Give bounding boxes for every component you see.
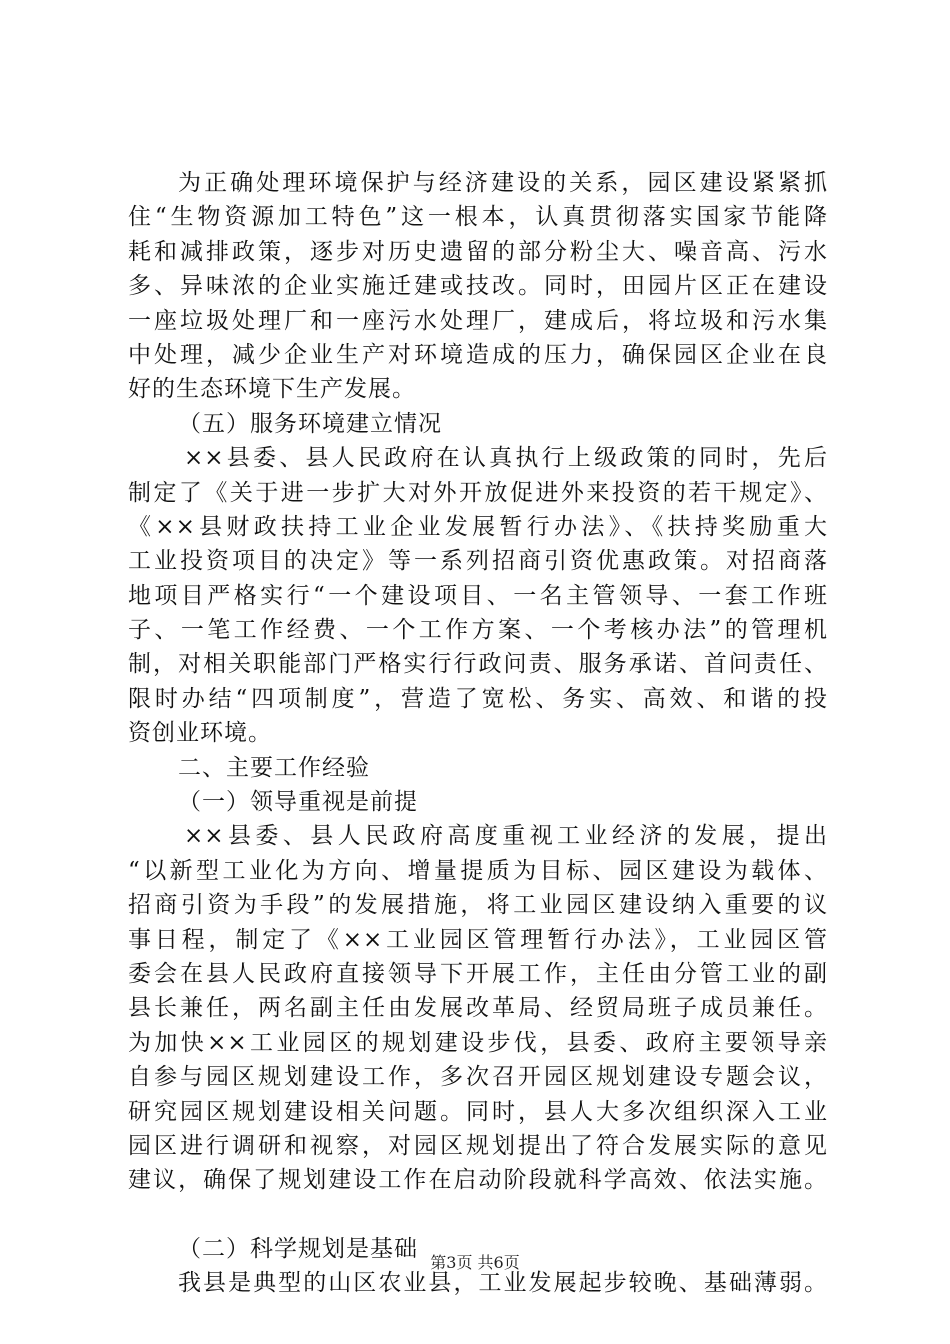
paragraph-line: 县长兼任，两名副主任由发展改革局、经贸局班子成员兼任。 xyxy=(128,995,828,1022)
paragraph-line: 事日程，制定了《××工业园区管理暂行办法》，工业园区管 xyxy=(128,926,828,953)
paragraph-line: 我县是典型的山区农业县，工业发展起步较晚、基础薄弱。 xyxy=(178,1270,828,1297)
paragraph-line: 建议，确保了规划建设工作在启动阶段就科学高效、依法实施。 xyxy=(128,1167,828,1194)
paragraph-line: 多、异味浓的企业实施迁建或技改。同时，田园片区正在建设 xyxy=(128,273,828,300)
subsection-heading: （一）领导重视是前提 xyxy=(178,789,418,816)
page-footer: 第3页 共6页 xyxy=(430,1253,520,1272)
paragraph-line: “以新型工业化为方向、增量提质为目标、园区建设为载体、 xyxy=(128,857,828,884)
paragraph-line: 园区进行调研和视察，对园区规划提出了符合发展实际的意见 xyxy=(128,1132,828,1159)
subsection-heading: （二）科学规划是基础 xyxy=(178,1235,418,1262)
paragraph-line: 自参与园区规划建设工作，多次召开园区规划建设专题会议， xyxy=(128,1064,828,1091)
paragraph-line: 耗和减排政策，逐步对历史遗留的部分粉尘大、噪音高、污水 xyxy=(128,238,828,265)
paragraph-line: 制定了《关于进一步扩大对外开放促进外来投资的若干规定》、 xyxy=(128,479,828,506)
paragraph-line: 研究园区规划建设相关问题。同时，县人大多次组织深入工业 xyxy=(128,1098,828,1125)
paragraph-line: 招商引资为手段”的发展措施，将工业园区建设纳入重要的议 xyxy=(128,892,828,919)
paragraph-line: 为正确处理环境保护与经济建设的关系，园区建设紧紧抓 xyxy=(178,170,828,196)
paragraph-line: 子、一笔工作经费、一个工作方案、一个考核办法”的管理机 xyxy=(128,617,828,644)
blank-line xyxy=(128,1198,828,1232)
paragraph-line: 《××县财政扶持工业企业发展暂行办法》、《扶持奖励重大 xyxy=(128,513,828,540)
section-heading: （五）服务环境建立情况 xyxy=(178,410,442,437)
paragraph-line: 委会在县人民政府直接领导下开展工作，主任由分管工业的副 xyxy=(128,960,828,987)
paragraph-line: 资创业环境。 xyxy=(128,720,272,747)
paragraph-line: 为加快××工业园区的规划建设步伐，县委、政府主要领导亲 xyxy=(128,1029,828,1056)
paragraph-line: 好的生态环境下生产发展。 xyxy=(128,376,416,403)
paragraph-line: ××县委、县人民政府高度重视工业经济的发展，提出 xyxy=(184,823,828,850)
paragraph-line: 地项目严格实行“一个建设项目、一名主管领导、一套工作班 xyxy=(128,582,828,609)
section-heading: 二、主要工作经验 xyxy=(178,754,370,781)
document-body xyxy=(128,166,828,1301)
paragraph-line: 限时办结“四项制度”，营造了宽松、务实、高效、和谐的投 xyxy=(128,685,828,712)
paragraph-line: 一座垃圾处理厂和一座污水处理厂，建成后，将垃圾和污水集 xyxy=(128,307,828,334)
paragraph-line: 住“生物资源加工特色”这一根本，认真贯彻落实国家节能降 xyxy=(128,204,828,231)
paragraph-line: 中处理，减少企业生产对环境造成的压力，确保园区企业在良 xyxy=(128,341,828,368)
paragraph-line: ××县委、县人民政府在认真执行上级政策的同时，先后 xyxy=(184,445,828,472)
paragraph-line: 制，对相关职能部门严格实行行政问责、服务承诺、首问责任、 xyxy=(128,651,828,678)
paragraph-line: 工业投资项目的决定》等一系列招商引资优惠政策。对招商落 xyxy=(128,548,828,575)
